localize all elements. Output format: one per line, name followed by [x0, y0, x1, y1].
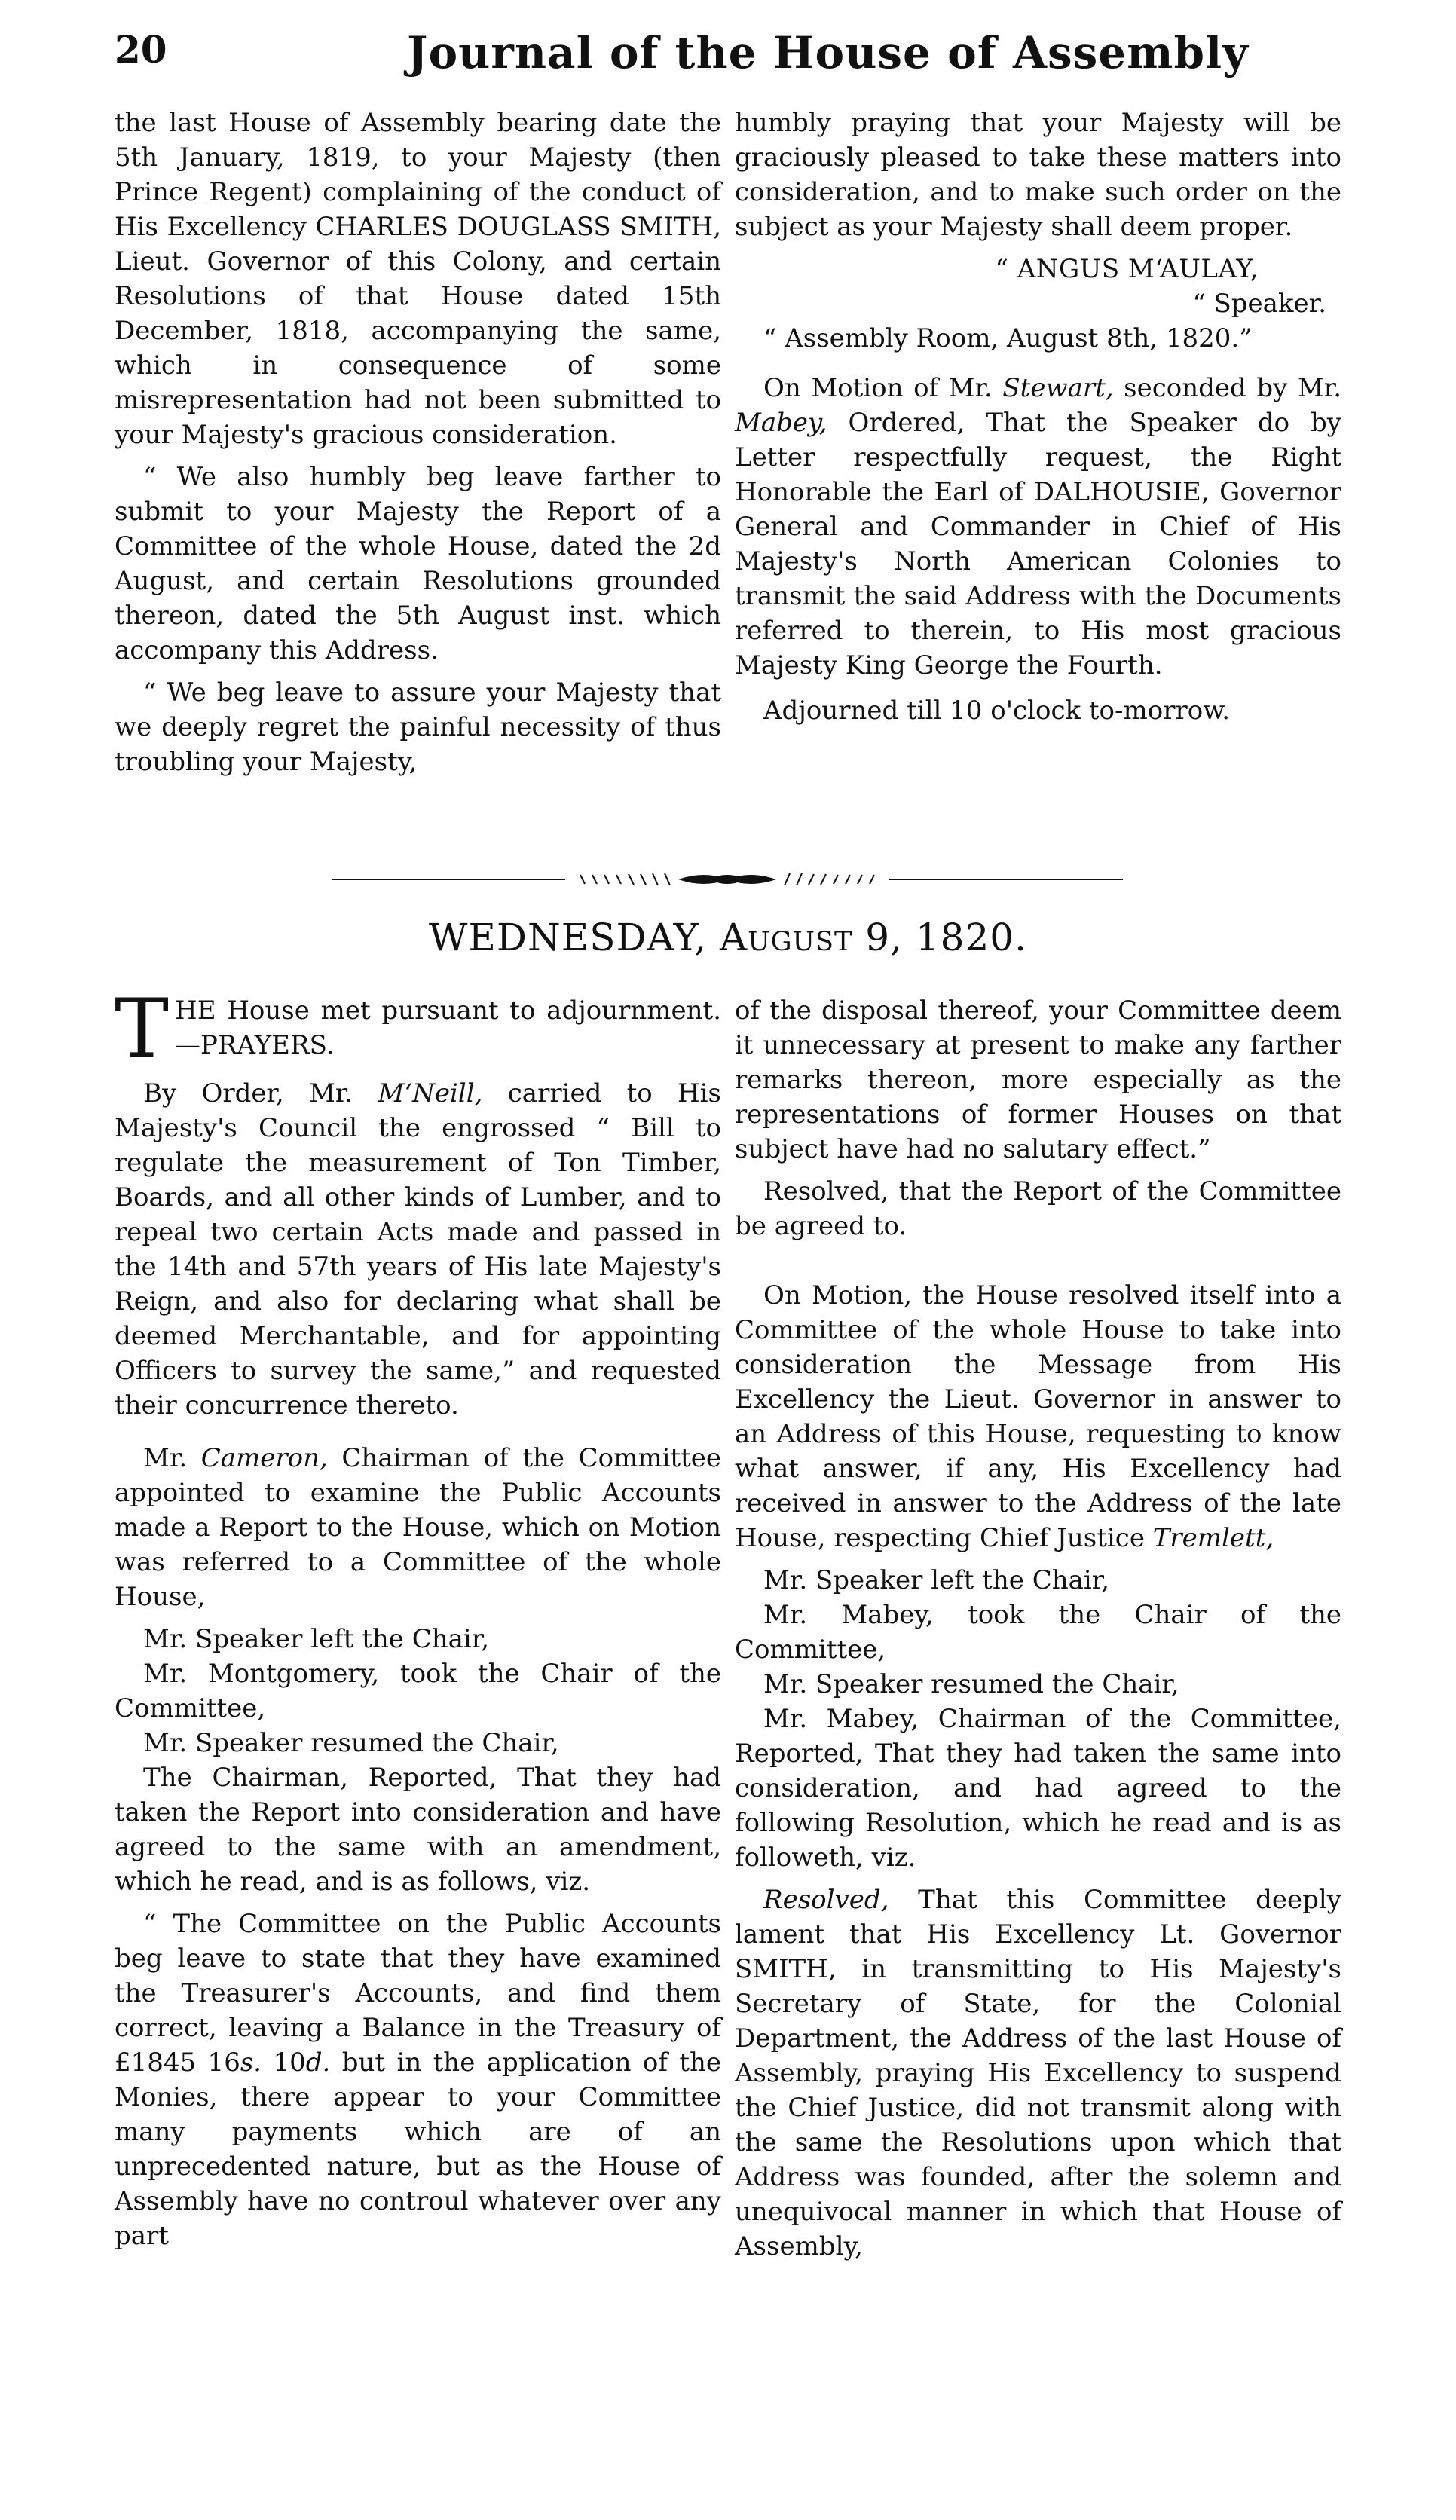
- member-name: Cameron,: [200, 1443, 328, 1473]
- bottom-left-column: [115, 982, 722, 2261]
- paragraph: “ We beg leave to assure your Majesty that we deeply regret the painful necessity of thus troubling your Majesty,: [115, 677, 721, 777]
- date-heading: WEDNESDAY, August 9, 1820.: [428, 916, 1027, 959]
- member-name: M‘Neill,: [378, 1078, 483, 1109]
- opening-paragraph: THE House met pursuant to adjournment.—PRAYERS.: [115, 982, 721, 1076]
- adjournment: Adjourned till 10 o'clock to-morrow.: [763, 696, 1231, 726]
- bottom-right-column: [735, 993, 1341, 2271]
- proceeding-line: Mr. Speaker left the Chair,: [143, 1624, 490, 1654]
- page-header: [0, 17, 1456, 88]
- signature-place: “ Assembly Room, August 8th, 1820.”: [763, 323, 1253, 353]
- paragraph: of the disposal thereof, your Committee deem it unnecessary at present to make any farther remarks thereon, more especially as the representations of former Houses on that subject have had no salutary effect.”: [735, 995, 1341, 1164]
- signature-name: “ ANGUS M‘AULAY,: [995, 254, 1259, 284]
- ornamental-divider: [332, 872, 1123, 887]
- paragraph: humbly praying that your Majesty will be graciously pleased to take these matters into consideration, and to make such order on the subject as your Majesty shall deem proper.: [735, 108, 1341, 242]
- resolved-label: Resolved,: [763, 1885, 889, 1915]
- proceeding-line: Mr. Speaker resumed the Chair,: [763, 1669, 1179, 1699]
- motion-paragraph: On Motion of Mr. Stewart, seconded by Mr. Mabey, Ordered, That the Speaker do by Letter respectfully request, the Right Honorable the Earl of DALHOUSIE, Governor General and Commander in Chief of His Majesty's North American Colonies to transmit the said Address with the Documents referred to therein, to His most gracious Majesty King George the Fourth.: [735, 373, 1342, 680]
- proceeding-line: The Chairman, Reported, That they had taken the Report into consideration and have agreed to the same with an amendment, which he read, and is as follows, viz.: [115, 1763, 721, 1897]
- proceeding-line: Mr. Montgomery, took the Chair of the Committee,: [115, 1659, 721, 1723]
- drop-cap: T: [115, 982, 170, 1076]
- resolution-paragraph: Resolved, That this Committee deeply lament that His Excellency Lt. Governor SMITH, in transmitting to His Majesty's Secretary of State, for the Colonial Department, the Address of the last House of Assembly, praying His Excellency to suspend the Chief Justice, did not transmit along with the same the Resolutions upon which that Address was founded, after the solemn and unequivocal manner in which that House of Assembly,: [735, 1885, 1341, 2262]
- page-number: 20: [115, 27, 167, 72]
- motion-paragraph: On Motion, the House resolved itself into a Committee of the whole House to take into consideration the Message from His Excellency the Lieut. Governor in answer to an Address of this House, requesting to know what answer, if any, His Excellency had received in answer to the Address of the late House, respecting Chief Justice Tremlett,: [735, 1280, 1341, 1553]
- proceeding-line: Mr. Mabey, Chairman of the Committee, Reported, That they had taken the same into consideration, and had agreed to the following Resolution, which he read and is as followeth, viz.: [735, 1704, 1341, 1873]
- report-paragraph: “ The Committee on the Public Accounts beg leave to state that they have examined the Treasurer's Accounts, and find them correct, leaving a Balance in the Treasury of £1845 16s. 10d. but in the application of the Monies, there appear to your Committee many payments which are of an unprecedented nature, but as the House of Assembly have no controul whatever over any part: [115, 1909, 722, 2251]
- running-title: Journal of the House of Assembly: [407, 27, 1249, 78]
- top-right-column: [735, 106, 1341, 736]
- paragraph: “ We also humbly beg leave farther to submit to your Majesty the Report of a Committee of the whole House, dated the 2d August, and certain Resolutions grounded thereon, dated the 5th August inst. which accompany this Address.: [115, 462, 721, 665]
- signature-title: “ Speaker.: [1192, 289, 1326, 319]
- proceeding-line: Mr. Mabey, took the Chair of the Committee,: [735, 1600, 1341, 1665]
- top-left-column: [115, 106, 721, 787]
- proceeding-line: Mr. Speaker resumed the Chair,: [143, 1728, 559, 1758]
- cameron-paragraph: Mr. Cameron, Chairman of the Committee appointed to examine the Public Accounts made a Report to the House, which on Motion was referred to a Committee of the whole House,: [115, 1443, 722, 1612]
- person-name: Tremlett,: [1152, 1523, 1274, 1553]
- paragraph: the last House of Assembly bearing date the 5th January, 1819, to your Majesty (then Prince Regent) complaining of the conduct of His Excellency CHARLES DOUGLASS SMITH, Lieut. Governor of this Colony, and certain Resolutions of that House dated 15th December, 1818, accompanying the same, which in consequence of some misrepresentation had not been submitted to your Majesty's gracious consideration.: [115, 108, 721, 450]
- seconder-name: Mabey,: [735, 408, 827, 438]
- paragraph: Resolved, that the Report of the Committee be agreed to.: [735, 1176, 1341, 1241]
- order-paragraph: By Order, Mr. M‘Neill, carried to His Majesty's Council the engrossed “ Bill to regulate the measurement of Ton Timber, Boards, and all other kinds of Lumber, and to repeal two certain Acts made and passed in the 14th and 57th years of His late Majesty's Reign, and also for declaring what shall be deemed Merchantable, and for appointing Officers to survey the same,” and requested their concurrence thereto.: [115, 1078, 721, 1421]
- proceeding-line: Mr. Speaker left the Chair,: [763, 1565, 1110, 1595]
- mover-name: Stewart,: [1002, 373, 1114, 403]
